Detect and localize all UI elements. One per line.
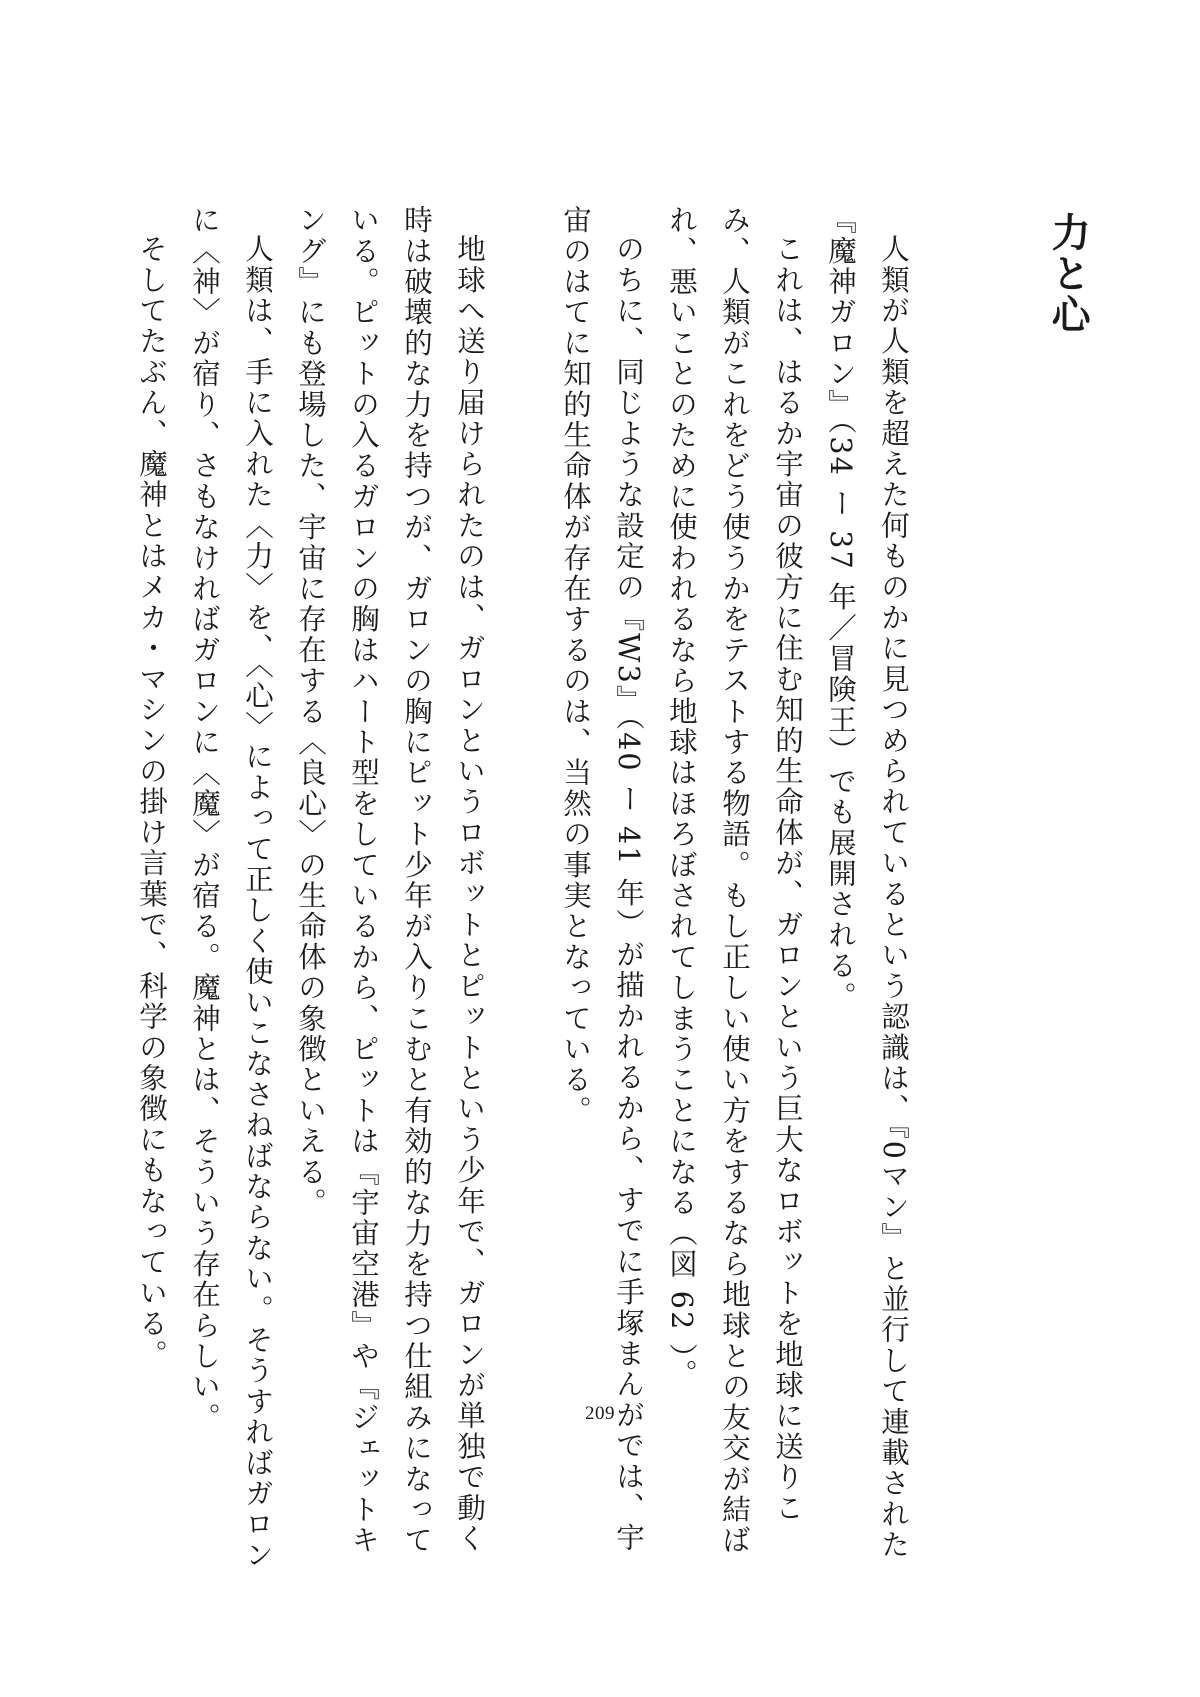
body-line: に〈神〉が宿り、さもなければガロンに〈魔〉が宿る。魔神とは、そういう存在らしい。	[188, 205, 221, 1433]
body-line: 宙のはてに知的生命体が存在するのは、当然の事実となっている。	[559, 205, 592, 1126]
body-line: 人類は、手に入れた〈力〉を、〈心〉によって正しく使いこなさねばならない。そうすればガロン	[241, 233, 274, 1571]
body-line: のちに、同じような設定の『W3』（40 ー 41 年）が描かれるから、すでに手塚まんがでは、宇	[612, 233, 645, 1553]
body-line: れ、悪いことのために使われるなら地球はほろぼされてしまうことになる（図 62 ）。	[665, 205, 698, 1390]
paragraph-gap	[496, 205, 549, 1375]
body-line: 時は破壊的な力を持つが、ガロンの胸にピット少年が入りこむと有効的な力を持つ仕組みになって	[400, 205, 433, 1556]
body-line: いる。ピットの入るガロンの胸はハート型をしているから、ピットは『宇宙空港』や『ジェットキ	[347, 205, 380, 1556]
page-title: 力と心	[1045, 212, 1092, 335]
body-line: み、人類がこれをどう使うかをテストする物語。もし正しい使い方をするなら地球との友交が結ば	[718, 205, 751, 1556]
page-number: 209	[585, 1403, 615, 1424]
body-line: 人類が人類を超えた何ものかに見つめられているという認識は、『0マン』と並行して連載された	[877, 233, 910, 1560]
body-line: 『魔神ガロン』（34 ー 37 年／冒険王）でも展開される。	[824, 205, 857, 1012]
body-line: そしてたぶん、魔神とはメカ・マシンの掛け言葉で、科学の象徴にもなっている。	[135, 233, 168, 1370]
body-line: これは、はるか宇宙の彼方に住む知的生命体が、ガロンという巨大なロボットを地球に送りこ	[771, 233, 804, 1523]
body-line: ング』にも登場した、宇宙に存在する〈良心〉の生命体の象徴といえる。	[294, 205, 327, 1219]
body-line: 地球へ送り届けられたのは、ガロンというロボットとピットという少年で、ガロンが単独で動く	[453, 233, 486, 1554]
